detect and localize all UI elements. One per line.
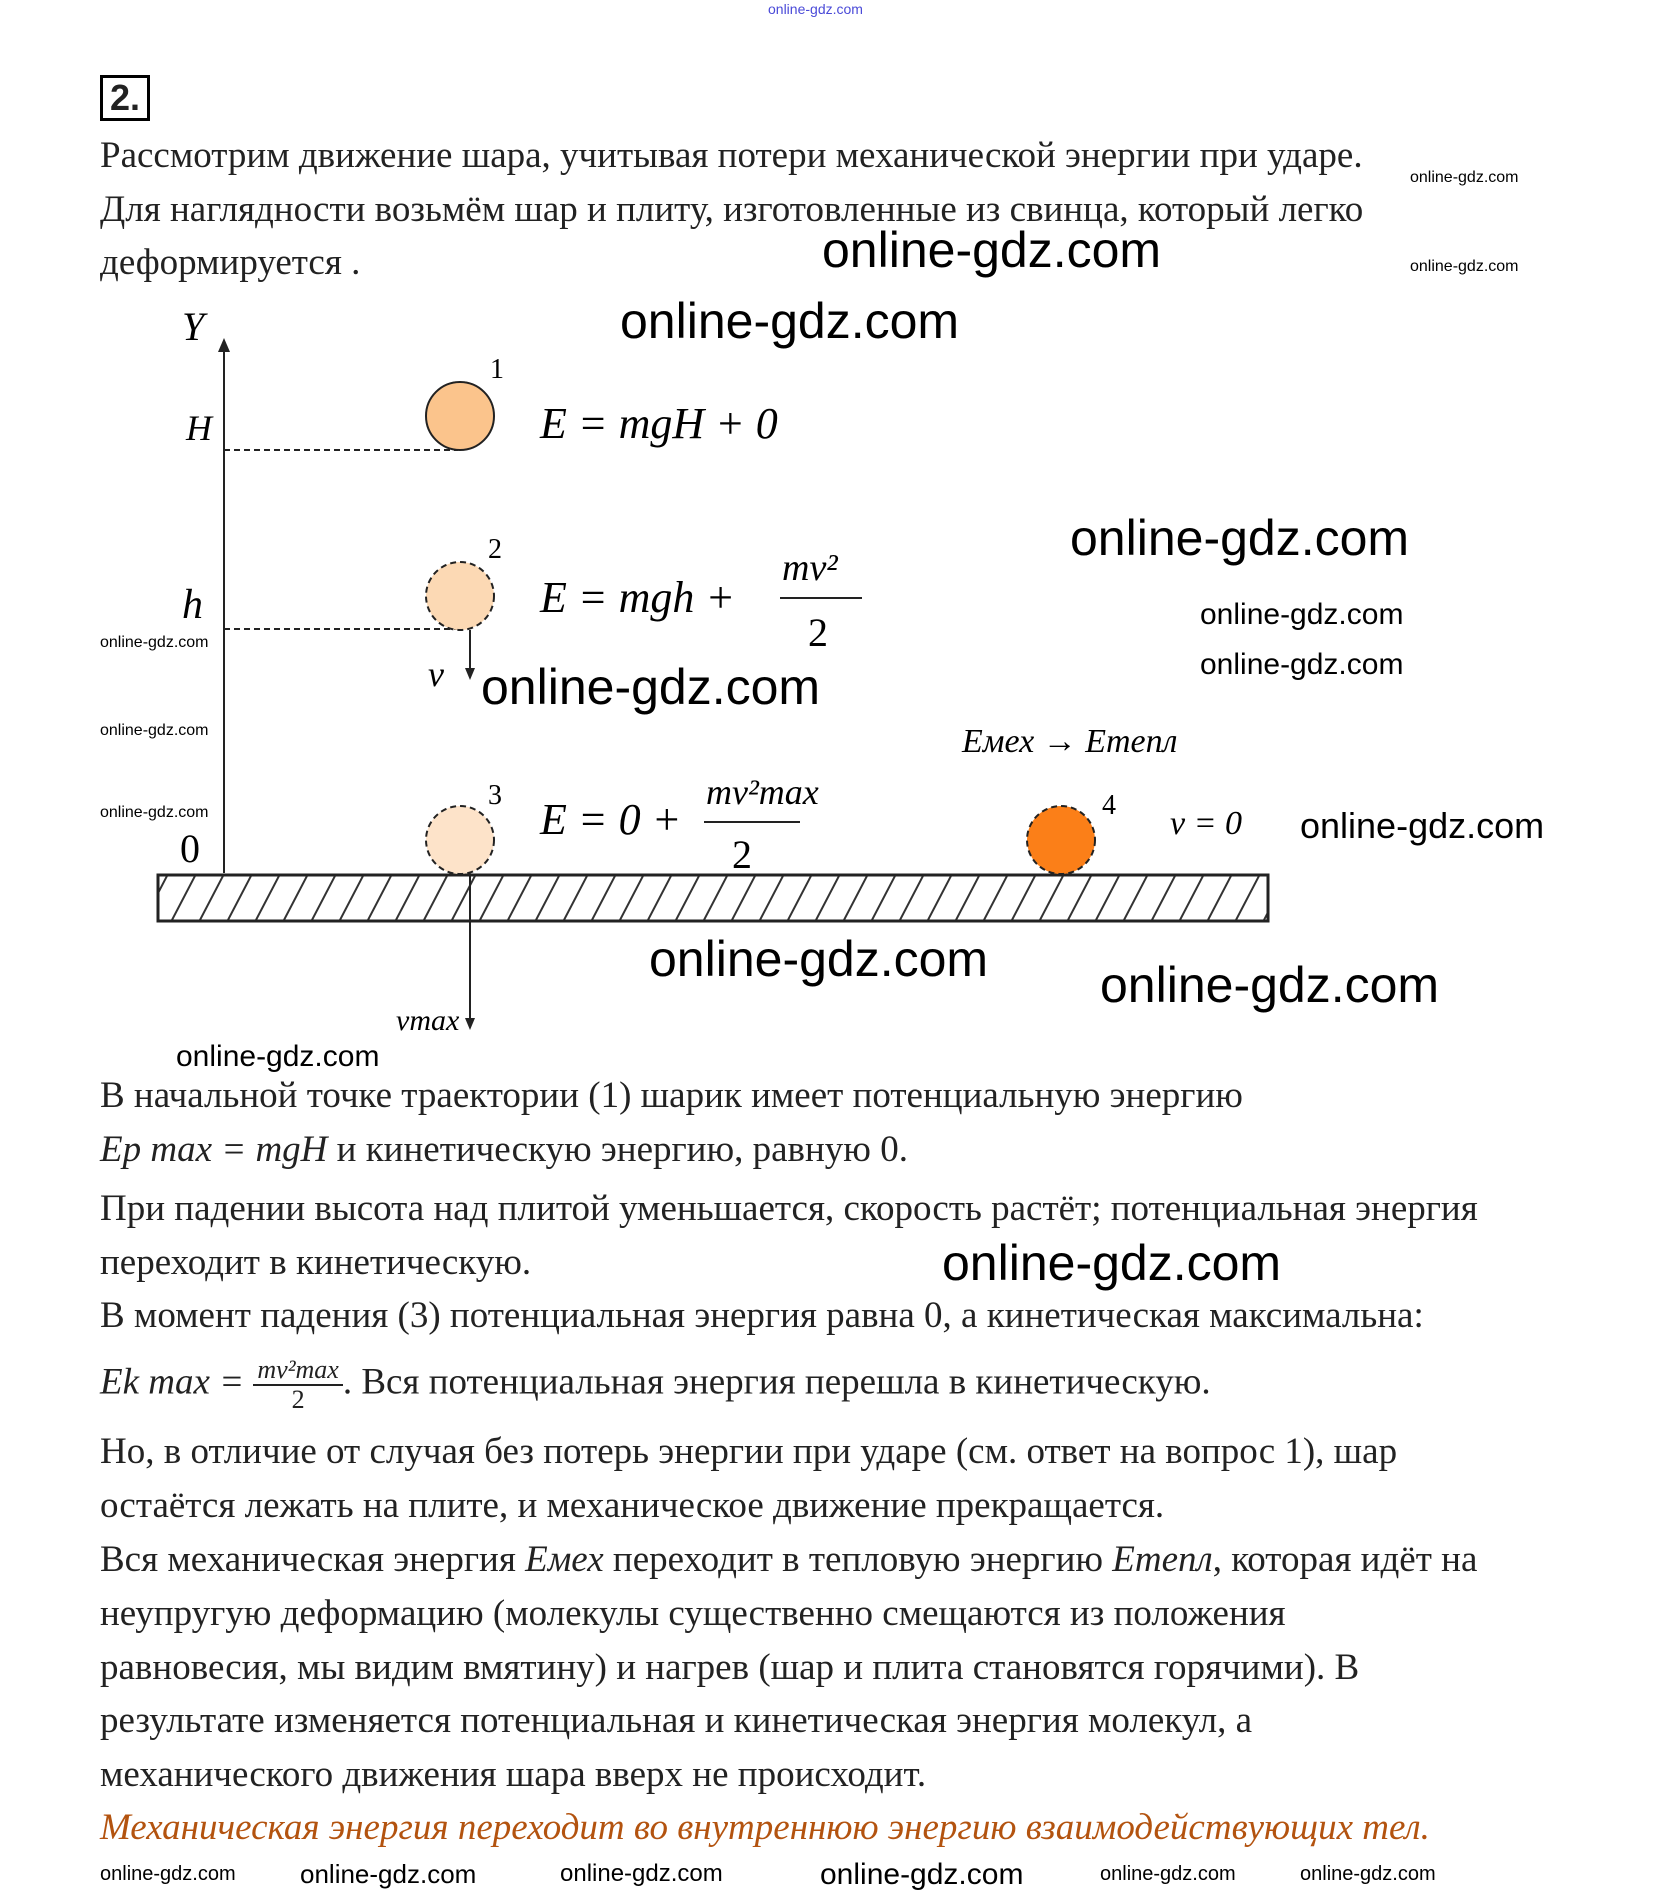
fraction [253, 1356, 342, 1414]
body-line [100, 1128, 908, 1172]
level-H: H [186, 408, 212, 448]
watermark: online-gdz.com [560, 1860, 723, 1887]
vmax-arrow-icon [465, 1018, 475, 1030]
level-h: h [182, 582, 203, 628]
velocity-arrow-icon [465, 668, 475, 680]
body-line: механического движения шара вверх не происходит. [100, 1754, 927, 1795]
watermark: online-gdz.com [176, 1040, 380, 1073]
watermark: online-gdz.com [1100, 957, 1440, 1013]
v-label: v [428, 654, 444, 694]
watermark: online-gdz.com [620, 293, 960, 349]
body-line: равновесия, мы видим вмятину) и нагрев (шар и плита становятся горячими). В [100, 1647, 1360, 1688]
axis-arrow-icon [218, 338, 230, 352]
numerator: mv²max [253, 1356, 342, 1386]
text: Вся механическая энергия [100, 1539, 526, 1580]
vmax-label: vmax [396, 1004, 460, 1037]
text: . Вся потенциальная энергия перешла в кинетическую. [342, 1361, 1211, 1403]
intro-line: Для наглядности возьмём шар и плиту, изготовленные из свинца, который легко [100, 189, 1364, 230]
text: переходит в тепловую энергию [603, 1539, 1113, 1580]
task-number: 2. [100, 75, 150, 121]
ball-label: 1 [490, 354, 504, 385]
watermark: online-gdz.com [300, 1859, 477, 1889]
formula: Ep max = mgH [100, 1129, 328, 1170]
body-line: неупругую деформацию (молекулы существенно смещаются из положения [100, 1593, 1286, 1634]
intro-line: Рассмотрим движение шара, учитывая потери механической энергии при ударе. [100, 135, 1363, 176]
conclusion: Механическая энергия переходит во внутреннюю энергию взаимодействующих тел. [100, 1807, 1430, 1848]
body-line: переходит в кинетическую. [100, 1242, 532, 1283]
watermark: online-gdz.com [1100, 1863, 1236, 1885]
watermark: online-gdz.com [100, 722, 209, 739]
body-line: В момент падения (3) потенциальная энергия равна 0, а кинетическая максимальна: [100, 1295, 1424, 1336]
formula: Ek max = [100, 1361, 245, 1403]
watermark: online-gdz.com [100, 634, 209, 651]
body-line: остаётся лежать на плите, и механическое движение прекращается. [100, 1485, 1165, 1526]
intro-line: деформируется . [100, 242, 361, 283]
plate [158, 875, 1268, 921]
formula-3-num: mv²max [706, 772, 819, 812]
formula: Eтепл [1112, 1539, 1213, 1580]
watermark: online-gdz.com [1070, 510, 1410, 566]
axis-label: Y [182, 304, 205, 349]
body-line: Но, в отличие от случая без потерь энергии при ударе (см. ответ на вопрос 1), шар [100, 1431, 1398, 1472]
watermark: online-gdz.com [768, 1, 863, 17]
ball-label: 4 [1102, 790, 1116, 821]
watermark: online-gdz.com [1200, 648, 1404, 681]
watermark: online-gdz.com [942, 1235, 1282, 1291]
text: и кинетическую энергию, равную 0. [327, 1129, 908, 1170]
watermark: online-gdz.com [1300, 1863, 1436, 1885]
body-line: результате изменяется потенциальная и кинетическая энергия молекул, а [100, 1700, 1252, 1741]
formula-3-den: 2 [732, 832, 752, 877]
ball-1 [426, 382, 494, 450]
watermark: online-gdz.com [1410, 258, 1519, 275]
watermark: online-gdz.com [1410, 169, 1519, 186]
body-line [100, 1538, 1477, 1582]
formula: Eмех [525, 1539, 604, 1580]
ball-label: 3 [488, 780, 502, 811]
watermark: online-gdz.com [100, 1863, 236, 1885]
ball-2 [426, 562, 494, 630]
watermark: online-gdz.com [1200, 598, 1404, 631]
body-line: В начальной точке траектории (1) шарик имеет потенциальную энергию [100, 1075, 1243, 1116]
body-line: При падении высота над плитой уменьшается, скорость растёт; потенциальная энергия [100, 1188, 1478, 1229]
formula-2-den: 2 [808, 610, 828, 655]
v-zero: v = 0 [1170, 805, 1243, 842]
level-0: 0 [180, 826, 200, 871]
watermark: online-gdz.com [100, 804, 209, 821]
ball-4 [1027, 806, 1095, 874]
watermark: online-gdz.com [481, 659, 821, 715]
watermark: online-gdz.com [820, 1858, 1024, 1891]
formula-1: E = mgH + 0 [540, 399, 778, 448]
watermark: online-gdz.com [822, 222, 1162, 278]
ball-label: 2 [488, 534, 502, 565]
ball-3 [426, 806, 494, 874]
watermark: online-gdz.com [649, 931, 989, 987]
formula-2: E = mgh + [540, 573, 736, 622]
text: , которая идёт на [1212, 1539, 1478, 1580]
watermark: online-gdz.com [1300, 805, 1545, 846]
denominator: 2 [291, 1385, 305, 1414]
formula-2-num: mv² [782, 547, 838, 589]
formula-3: E = 0 + [540, 795, 682, 844]
body-line [100, 1356, 1211, 1414]
energy-transition: Eмех → Eтепл [962, 723, 1178, 760]
